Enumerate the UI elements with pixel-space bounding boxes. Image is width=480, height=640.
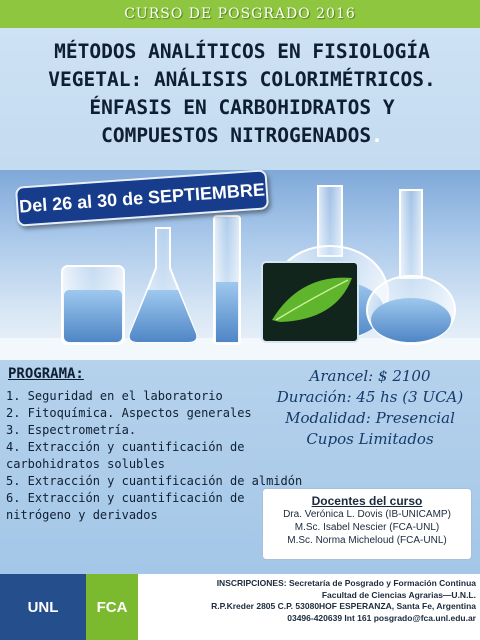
title-line-1: MÉTODOS ANALÍTICOS EN FISIOLOGÍA <box>54 40 430 63</box>
beaker-left <box>62 266 124 344</box>
course-title <box>12 38 472 150</box>
faculty-line: Facultad de Ciencias Agrarias—U.N.L. <box>321 589 476 600</box>
program-item: 2. Fitoquímica. Aspectos generales <box>6 406 252 420</box>
docente-name: Dra. Verónica L. Dovis (IB-UNICAMP) <box>283 509 451 520</box>
graduated-cylinder <box>214 216 240 344</box>
top-banner <box>0 0 480 28</box>
capacity-text: Cupos Limitados <box>306 430 434 448</box>
title-line-3: ÉNFASIS EN CARBOHIDRATOS Y <box>89 96 395 119</box>
registration-info <box>146 578 476 624</box>
title-line-4: COMPUESTOS NITROGENADOS <box>101 124 372 147</box>
address-line: R.P.Kreder 2805 C.P. 53080HOF ESPERANZA, Santa Fe, Argentina <box>211 601 476 611</box>
duration-text: Duración: 45 hs (3 UCA) <box>276 388 464 406</box>
docentes-title: Docentes del curso <box>311 494 423 508</box>
date-text: Del 26 al 30 de SEPTIEMBRE <box>18 178 266 217</box>
program-item: 5. Extracción y cuantificación de almidón <box>6 474 303 488</box>
erlenmeyer-flask <box>130 228 197 342</box>
volumetric-flask <box>367 190 455 344</box>
fee-text: Arancel: $ 2100 <box>309 367 431 385</box>
program-list <box>6 388 306 524</box>
program-item: 3. Espectrometría. <box>6 423 137 437</box>
fca-logo <box>86 574 138 640</box>
contact-line: 03496-420639 Int 161 posgrado@fca.unl.edu.ar <box>287 612 476 623</box>
docentes-box <box>262 488 472 560</box>
program-item: 6. Extracción y cuantificación de nitrógeno y derivados <box>6 491 245 522</box>
title-line-2: VEGETAL: ANÁLISIS COLORIMÉTRICOS. <box>48 68 436 91</box>
program-item: 1. Seguridad en el laboratorio <box>6 389 223 403</box>
banner-text: CURSO DE POSGRADO 2016 <box>124 6 356 22</box>
modality-text: Modalidad: Presencial <box>285 409 455 427</box>
program-item: 4. Extracción y cuantificación de carbohidratos solubles <box>6 440 245 471</box>
fca-logo-text: FCA <box>96 598 128 616</box>
registration-line: INSCRIPCIONES: Secretaría de Posgrado y Formación Continua <box>216 578 476 588</box>
unl-logo-text: UNL <box>27 598 59 616</box>
footer <box>0 574 480 640</box>
docente-name: M.Sc. Norma Micheloud (FCA-UNL) <box>287 535 447 546</box>
title-end-dot: . <box>371 124 383 147</box>
beaker-with-leaf <box>262 262 358 342</box>
course-info <box>262 366 478 450</box>
docente-name: M.Sc. Isabel Nescier (FCA-UNL) <box>294 522 440 533</box>
program-heading: PROGRAMA: <box>8 366 84 382</box>
unl-logo <box>0 574 86 640</box>
